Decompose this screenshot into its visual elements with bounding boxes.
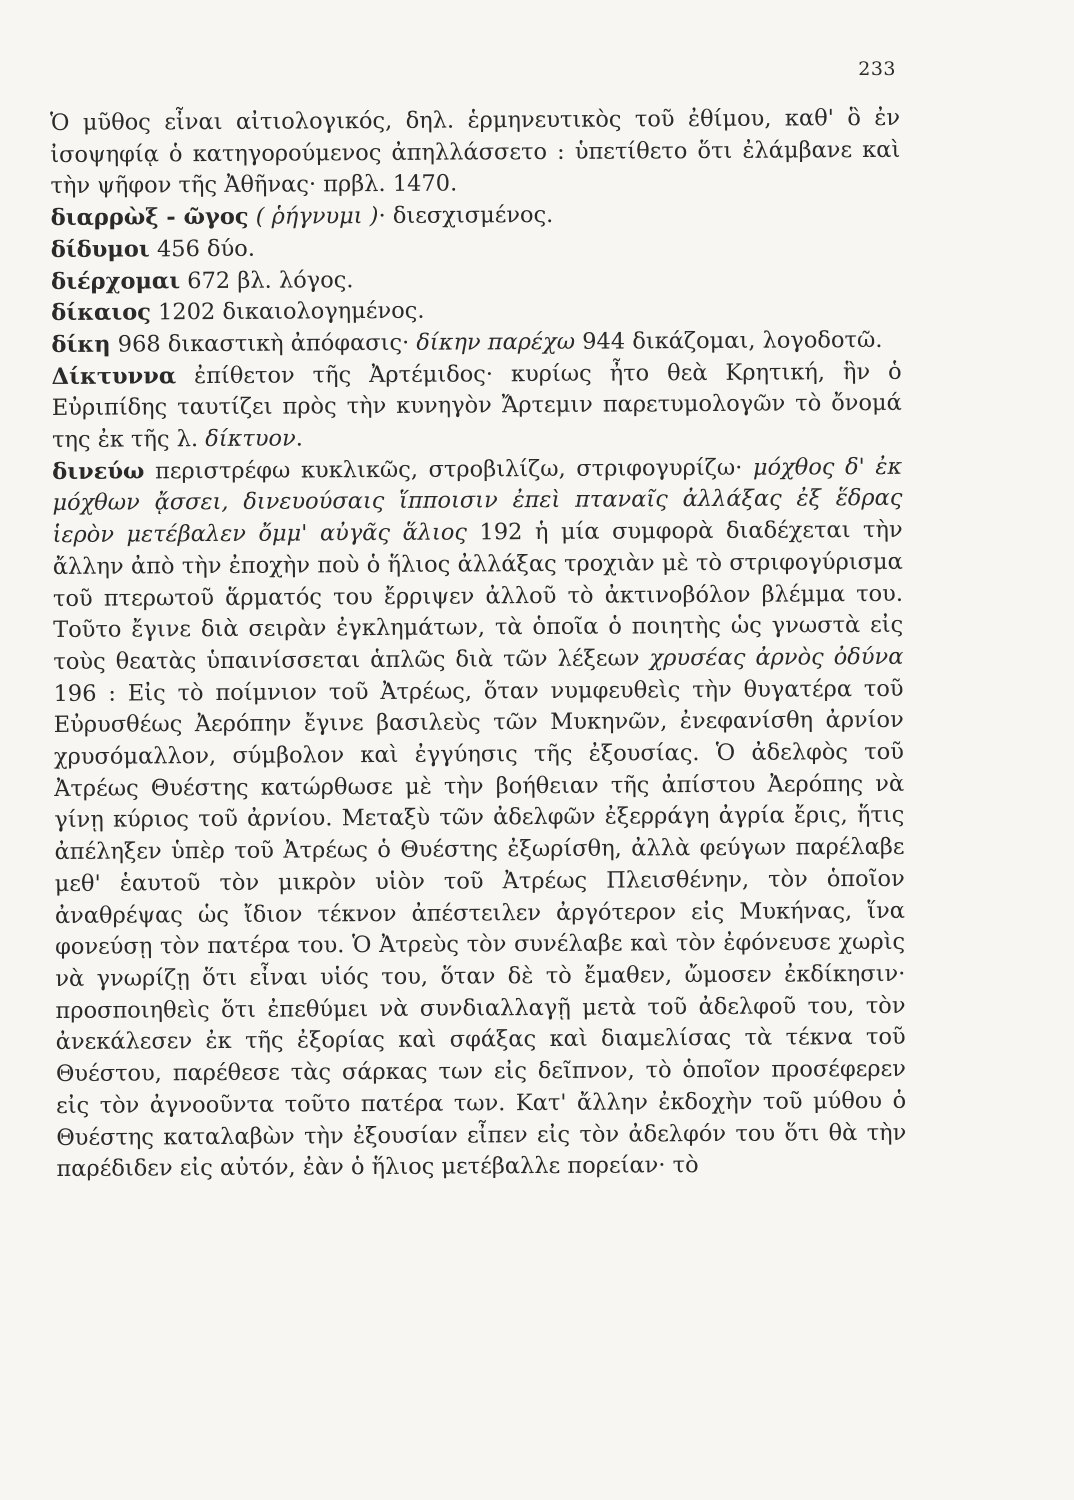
- headword: διαρρὼξ - ῶγος: [50, 203, 249, 232]
- quotation: μόχθος δ' ἐκ μόχθων ᾄσσει, δινευούσαις ἵπποισιν ἐπεὶ πταναῖς ἀλλάξας ἐξ ἕδρας ἱερὸν μετέβαλεν ὄμμ' αὐγᾶς ἅλιος: [52, 453, 903, 549]
- definition: 968 δικαστικὴ ἀπόφασις·: [110, 329, 410, 358]
- definition: 456 δύο.: [149, 235, 256, 263]
- entry-dike: [51, 325, 901, 362]
- headword: δίδυμοι: [50, 236, 150, 263]
- entry-dierchomai: [51, 261, 901, 298]
- entry-diarrox: [51, 198, 901, 235]
- definition-cont: 944 δικάζομαι, λογοδοτῶ.: [574, 326, 883, 355]
- definition: · διεσχισμένος.: [378, 202, 554, 230]
- quotation: δίκτυον: [198, 425, 296, 453]
- definition: 672 βλ. λόγος.: [179, 266, 354, 294]
- headword: Δίκτυννα: [51, 362, 177, 390]
- definition: ἐπίθετον τῆς Ἀρτέμιδος· κυρίως ἦτο θεὰ Κρητική, ἣν ὁ Εὐριπίδης ταυτίζει πρὸς τὴν κυνηγὸν Ἄρτεμιν παρετυμολογῶν τὸ ὄνομά της ἐκ τῆς λ.: [51, 358, 902, 454]
- definition-cont: 192 ἡ μία συμφορὰ διαδέχεται τὴν ἄλλην ἀπὸ τὴν ἐποχὴν ποὺ ὁ ἥλιος ἀλλάξας τροχιὰν μὲ τὸ στριφογύρισμα τοῦ πτερωτοῦ ἅρματός του ἔρριψεν ἀλλοῦ τὸ ἀκτινοβόλον βλέμμα του. Τοῦτο ἔγινε διὰ σειρὰν ἐγκλημάτων, τὰ ὁποῖα ὁ ποιητὴς ὡς γνωστὰ εἰς τοὺς θεατὰς ὑπαινίσσεται ἁπλῶς διὰ τῶν λέξεων: [52, 516, 904, 675]
- entry-dineuo: [52, 452, 906, 1186]
- definition-cont-2: 196 : Εἰς τὸ ποίμνιον τοῦ Ἀτρέως, ὅταν νυμφευθεὶς τὴν θυγατέρα τοῦ Εὐρυσθέως Ἀερόπην ἔγινε βασιλεὺς τῶν Μυκηνῶν, ἐνεφανίσθη ἀρνίον χρυσόμαλλον, σύμβολον καὶ ἐγγύησις τῆς ἐξουσίας. Ὁ ἀδελφὸς τοῦ Ἀτρέως Θυέστης κατώρθωσε μὲ τὴν βοήθειαν τῆς ἀπίστου Ἀερόπης νὰ γίνῃ κύριος τοῦ ἀρνίου. Μεταξὺ τῶν ἀδελφῶν ἐξερράγη ἀγρία ἔρις, ἥτις ἀπέληξεν ὑπὲρ τοῦ Ἀτρέως ὁ Θυέστης ἐξωρίσθη, ἀλλὰ φεύγων παρέλαβε μεθ' ἑαυτοῦ τὸν μικρὸν υἱὸν τοῦ Ἀτρέως Πλεισθένην, τὸν ὁποῖον ἀναθρέψας ὡς ἴδιον τέκνον ἀπέστειλεν ἀργότερον εἰς Μυκήνας, ἵνα φονεύσῃ τὸν πατέρα του. Ὁ Ἀτρεὺς τὸν συνέλαβε καὶ τὸν ἐφόνευσε χωρὶς νὰ γνωρίζῃ ὅτι εἶναι υἱός του, ὅταν δὲ τὸ ἔμαθεν, ὤμοσεν ἐκδίκησιν· προσποιηθεὶς ὅτι ἐπεθύμει νὰ συνδιαλλαγῇ μετὰ τοῦ ἀδελφοῦ του, τὸν ἀνεκάλεσεν ἐκ τῆς ἐξορίας καὶ σφάξας καὶ διαμελίσας τὰ τέκνα τοῦ Θυέστου, παρέθεσε τὰς σάρκας των εἰς δεῖπνον, τὸ ὁποῖον προσέφερεν εἰς τὸν ἀγνοοῦντα τοῦτο πατέρα των. Κατ' ἄλλην ἐκδοχὴν τοῦ μύθου ὁ Θυέστης καταλαβὼν τὴν ἐξουσίαν εἶπεν εἰς τὸν ἀδελφόν του ὅτι θὰ τὴν παρέδιδεν εἰς αὐτόν, ἐὰν ὁ ἥλιος μετέβαλλε πορείαν· τὸ: [53, 675, 907, 1183]
- entry-myth-intro: [50, 103, 901, 203]
- entry-diktynna: [52, 356, 903, 456]
- headword: δίκη: [51, 331, 111, 358]
- definition: περιστρέφω κυκλικῶς, στροβιλίζω, στριφογυρίζω·: [144, 454, 743, 485]
- page-number: 233: [858, 58, 896, 80]
- quotation-2: χρυσέας ἀρνὸς ὀδύνα: [639, 643, 904, 672]
- headword: δίκαιος: [51, 299, 152, 327]
- glossary-text: [50, 103, 907, 1186]
- headword: δινεύω: [52, 458, 145, 485]
- etymology: ( ῥήγνυμι ): [255, 203, 379, 230]
- definition: 1202 δικαιολογημένος.: [150, 297, 425, 326]
- headword: διέρχομαι: [50, 267, 181, 295]
- entry-didymoi: [51, 230, 901, 267]
- entry-text: Ὁ μῦθος εἶναι αἰτιολογικός, δηλ. ἑρμηνευτικὸς τοῦ ἐθίμου, καθ' ὃ ἐν ἰσοψηφίᾳ ὁ κατηγορούμενος ἀπηλλάσσετο : ὑπετίθετο ὅτι ἐλάμβανε καὶ τὴν ψῆφον τῆς Ἀθῆνας· πρβλ. 1470.: [50, 104, 901, 200]
- quotation: δίκην παρέχω: [409, 328, 576, 356]
- definition-cont: .: [295, 425, 303, 452]
- entry-dikaios: [51, 293, 901, 330]
